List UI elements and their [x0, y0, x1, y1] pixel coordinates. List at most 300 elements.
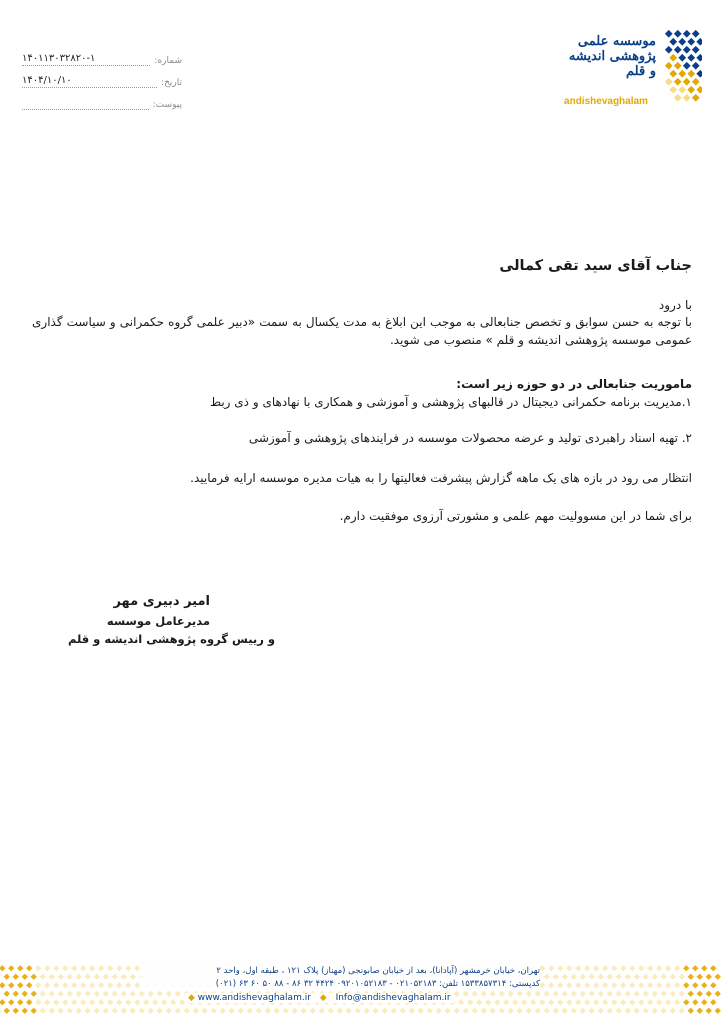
logo-diamond [696, 70, 702, 78]
footer-diamond [112, 991, 118, 997]
footer-diamond [98, 982, 104, 988]
footer-diamond [44, 965, 50, 971]
footer-diamond [710, 982, 716, 988]
footer-diamond [116, 965, 122, 971]
footer-diamond [98, 965, 104, 971]
footer-diamond [715, 974, 721, 980]
footer-diamond [4, 1008, 10, 1014]
date-value: ۱۴۰۴/۱۰/۱۰ [22, 75, 157, 88]
footer-diamond [17, 999, 23, 1005]
footer-diamond [634, 974, 640, 980]
footer-diamond [589, 1008, 595, 1014]
footer-diamond [202, 1008, 208, 1014]
footer-diamond [49, 1008, 55, 1014]
footer-diamond [494, 999, 500, 1005]
footer-diamond [571, 974, 577, 980]
footer-diamond [544, 991, 550, 997]
footer-diamond [544, 974, 550, 980]
footer-diamond [616, 974, 622, 980]
footer-diamond [602, 982, 608, 988]
footer-diamond [364, 1008, 370, 1014]
logo-subtitle: andishevaghalam [564, 96, 648, 107]
footer-diamond [157, 1008, 163, 1014]
footer-diamond [589, 991, 595, 997]
footer-diamond [436, 1008, 442, 1014]
footer-diamond [611, 982, 617, 988]
footer-diamond [647, 982, 653, 988]
footer-diamond [89, 982, 95, 988]
footer-diamond [598, 974, 604, 980]
logo-diamond [665, 62, 673, 70]
logo-diamond [683, 62, 691, 70]
footer-diamond [256, 1008, 262, 1014]
footer-diamond [247, 1008, 253, 1014]
footer-diamond [566, 965, 572, 971]
footer-diamond [175, 1008, 181, 1014]
footer-diamond [481, 1008, 487, 1014]
footer-diamond [688, 974, 694, 980]
footer-diamond [557, 982, 563, 988]
footer-diamond [661, 991, 667, 997]
logo-diamond [678, 86, 686, 94]
footer-diamond [94, 1008, 100, 1014]
logo-diamond [674, 46, 682, 54]
footer-diamond [454, 991, 460, 997]
footer-diamond [125, 999, 131, 1005]
footer-diamond [553, 1008, 559, 1014]
footer-diamond [8, 999, 14, 1005]
logo-diamond [687, 54, 695, 62]
footer-diamond [211, 1008, 217, 1014]
footer-diamond [103, 1008, 109, 1014]
footer-diamond [139, 1008, 145, 1014]
footer-diamond [526, 991, 532, 997]
footer-diamond [692, 965, 698, 971]
date-label: تاریخ: [161, 78, 182, 88]
footer-diamond [548, 999, 554, 1005]
footer-diamond [71, 999, 77, 1005]
footer-diamond [94, 974, 100, 980]
footer-diamond [22, 991, 28, 997]
footer-diamond [584, 982, 590, 988]
footer-diamond [238, 1008, 244, 1014]
footer-diamond [485, 999, 491, 1005]
footer-diamond [67, 1008, 73, 1014]
footer-diamond [22, 974, 28, 980]
footer-diamond [575, 965, 581, 971]
footer-diamond [458, 999, 464, 1005]
logo-diamond [692, 30, 700, 38]
signatory-name: امیر دبیری مهر [113, 594, 210, 609]
footer-diamond [103, 991, 109, 997]
footer-contact: کدپستی: ۱۵۳۳۸۵۷۳۱۴ تلفن: ۰۲۱۰۵۲۱۸۳ - ۰۹۲۰۱۰۵۲۱۸۳ ۴۴۲۴ ۳۲ ۸۶ - ۸۸ ۵۰ ۶۰ ۶۳ (۰۲۱) [215, 979, 540, 989]
footer-diamond [148, 1008, 154, 1014]
footer-diamond [629, 965, 635, 971]
footer-diamond [611, 965, 617, 971]
footer-diamond [139, 991, 145, 997]
footer-diamond [80, 965, 86, 971]
footer-diamond [647, 999, 653, 1005]
footer-diamond [665, 982, 671, 988]
logo-diamond [665, 78, 673, 86]
footer-diamond [301, 1008, 307, 1014]
footer-diamond [0, 965, 5, 971]
footer-diamond [607, 991, 613, 997]
footer-diamond [53, 965, 59, 971]
attachment-row [22, 88, 182, 110]
footer-diamond [134, 999, 140, 1005]
footer-diamond [692, 982, 698, 988]
footer-diamond [49, 991, 55, 997]
footer-diamond [4, 974, 10, 980]
footer-diamond [292, 1008, 298, 1014]
footer-diamond [58, 1008, 64, 1014]
date-row [22, 66, 182, 88]
footer-diamond [535, 1008, 541, 1014]
number-row [22, 44, 182, 66]
footer-diamond [418, 1008, 424, 1014]
footer-diamond [44, 982, 50, 988]
logo-diamond [678, 70, 686, 78]
footer-diamond [706, 974, 712, 980]
logo-diamond [687, 70, 695, 78]
signatory-title-2: و رییس گروه پژوهشی اندیشه و قلم [67, 632, 275, 646]
footer-diamond [697, 974, 703, 980]
footer-diamond [611, 999, 617, 1005]
footer-diamond [22, 1008, 28, 1014]
footer-diamond [715, 991, 721, 997]
footer-diamond [674, 965, 680, 971]
footer-diamond [130, 991, 136, 997]
footer-diamond [562, 1008, 568, 1014]
mission-heading: ماموریت جنابعالی در دو حوزه زیر است: [456, 377, 692, 391]
footer-diamond [575, 999, 581, 1005]
footer-diamond [35, 999, 41, 1005]
footer-diamond [562, 991, 568, 997]
footer-diamond [517, 991, 523, 997]
footer-diamond [112, 974, 118, 980]
footer-diamond [17, 982, 23, 988]
footer-diamond [26, 999, 32, 1005]
footer-diamond [539, 965, 545, 971]
footer-diamond [566, 982, 572, 988]
footer-diamond [634, 1008, 640, 1014]
footer-diamond [382, 1008, 388, 1014]
footer-diamond [98, 999, 104, 1005]
footer-diamond [530, 999, 536, 1005]
footer-diamond [490, 991, 496, 997]
footer-diamond [638, 999, 644, 1005]
logo-diamond [669, 54, 677, 62]
logo-diamond [692, 94, 700, 102]
footer-diamond [697, 1008, 703, 1014]
footer-diamond [670, 991, 676, 997]
paragraph-expectation: انتظار می رود در بازه های یک ماهه گزارش پیشرفت فعالیتها را به هیات مدیره موسسه ارایه فرمایید. [190, 471, 692, 485]
footer-diamond [35, 982, 41, 988]
footer-links [185, 993, 454, 1003]
footer-diamond [125, 982, 131, 988]
footer-diamond [665, 965, 671, 971]
footer-diamond [580, 1008, 586, 1014]
footer-diamond [499, 991, 505, 997]
footer-diamond [337, 1008, 343, 1014]
logo-diamond [665, 30, 673, 38]
logo-calligraphy: موسسه علمی پژوهشی اندیشه و قلم [568, 34, 656, 79]
footer-diamond [121, 991, 127, 997]
footer-diamond [26, 982, 32, 988]
footer-diamond [481, 991, 487, 997]
footer-diamond [476, 999, 482, 1005]
footer-diamond [161, 999, 167, 1005]
footer-diamond [220, 1008, 226, 1014]
footer-diamond [674, 999, 680, 1005]
footer-diamond [80, 999, 86, 1005]
logo-diamond [687, 38, 695, 46]
footer-diamond [589, 974, 595, 980]
footer-diamond [40, 1008, 46, 1014]
footer-diamond [170, 999, 176, 1005]
footer-diamond [598, 991, 604, 997]
footer-diamond [85, 1008, 91, 1014]
footer-diamond [548, 982, 554, 988]
footer-diamond [566, 999, 572, 1005]
footer-diamond [463, 991, 469, 997]
footer-diamond [580, 974, 586, 980]
footer-address: تهران، خیابان خرمشهر (آپادانا)، بعد از خیابان صابونجی (مهناز) پلاک ۱۲۱ ، طبقه اول، واحد ۲ [216, 966, 540, 976]
number-value: ۱۴۰۱۱۳۰۳۲۸۲۰-۱ [22, 53, 150, 66]
footer-diamond [8, 965, 14, 971]
footer-diamond [76, 974, 82, 980]
footer-diamond [355, 1008, 361, 1014]
logo-diamond [669, 70, 677, 78]
footer-diamond [665, 999, 671, 1005]
footer-diamond [607, 974, 613, 980]
footer-diamond [427, 1008, 433, 1014]
footer-diamond [116, 999, 122, 1005]
footer-diamond [629, 982, 635, 988]
footer-diamond [575, 982, 581, 988]
footer-diamond [602, 965, 608, 971]
footer-address-block [140, 965, 540, 991]
footer-diamond [683, 999, 689, 1005]
footer-diamond [634, 991, 640, 997]
footer-diamond [652, 991, 658, 997]
footer-diamond [571, 991, 577, 997]
footer-diamond [553, 974, 559, 980]
footer-diamond [130, 974, 136, 980]
footer-diamond [562, 974, 568, 980]
website-icon: ◆ [188, 993, 195, 1003]
footer-diamond [76, 991, 82, 997]
footer-diamond [553, 991, 559, 997]
footer-diamond [692, 999, 698, 1005]
footer-diamond [400, 1008, 406, 1014]
footer-diamond [625, 974, 631, 980]
footer-diamond [391, 1008, 397, 1014]
footer-diamond [62, 965, 68, 971]
logo-mark-icon [662, 28, 702, 104]
footer-diamond [85, 991, 91, 997]
footer-diamond [544, 1008, 550, 1014]
footer-diamond [157, 991, 163, 997]
recipient: جناب آقای سید تقی کمالی [499, 258, 692, 274]
footer-diamond [679, 991, 685, 997]
footer-diamond [706, 1008, 712, 1014]
footer-diamond [598, 1008, 604, 1014]
footer-diamond [508, 1008, 514, 1014]
footer-diamond [539, 982, 545, 988]
footer-diamond [701, 965, 707, 971]
footer-diamond [107, 965, 113, 971]
footer-diamond [643, 974, 649, 980]
footer-diamond [310, 1008, 316, 1014]
footer-diamond [679, 974, 685, 980]
logo-diamond [696, 54, 702, 62]
footer-diamond [688, 991, 694, 997]
footer-diamond [656, 999, 662, 1005]
footer-diamond [521, 999, 527, 1005]
footer-diamond [688, 1008, 694, 1014]
footer-diamond [467, 999, 473, 1005]
footer-diamond [620, 999, 626, 1005]
logo-diamond [678, 38, 686, 46]
footer-diamond [89, 999, 95, 1005]
footer-diamond [175, 991, 181, 997]
footer-diamond [557, 965, 563, 971]
number-label: شماره: [154, 56, 182, 66]
logo [552, 28, 702, 110]
footer-diamond [643, 1008, 649, 1014]
footer-diamond [620, 965, 626, 971]
footer-diamond [71, 965, 77, 971]
footer-diamond [229, 1008, 235, 1014]
footer-diamond [625, 991, 631, 997]
footer-diamond [701, 982, 707, 988]
footer-diamond [13, 1008, 19, 1014]
footer-diamond [107, 982, 113, 988]
logo-diamond [674, 78, 682, 86]
footer-diamond [40, 974, 46, 980]
footer-diamond [710, 965, 716, 971]
footer-diamond [89, 965, 95, 971]
footer-diamond [656, 982, 662, 988]
logo-diamond [683, 94, 691, 102]
footer-diamond [571, 1008, 577, 1014]
logo-diamond [674, 30, 682, 38]
footer-diamond [125, 965, 131, 971]
footer-diamond [62, 982, 68, 988]
footer-diamond [593, 965, 599, 971]
footer-diamond [638, 982, 644, 988]
footer-diamond [94, 991, 100, 997]
signatory-title-1: مدیرعامل موسسه [106, 614, 210, 628]
footer-diamond [31, 1008, 37, 1014]
footer-diamond [706, 991, 712, 997]
footer-diamond [130, 1008, 136, 1014]
footer-diamond [193, 1008, 199, 1014]
footer-diamond [679, 1008, 685, 1014]
logo-diamond [674, 62, 682, 70]
footer-diamond [512, 999, 518, 1005]
footer-diamond [103, 974, 109, 980]
paragraph-appointment: با توجه به حسن سوابق و تخصص جنابعالی به موجب این ابلاغ به مدت یکسال به سمت «دبیر علمی گروه حکمرانی و سیاست گذاری عمومی موسسه پژوهشی اندیشه و قلم » منصوب می شوید. [32, 315, 692, 347]
letter-meta [22, 44, 182, 110]
footer-diamond [526, 1008, 532, 1014]
footer-diamond [0, 982, 5, 988]
footer-diamond [62, 999, 68, 1005]
footer-diamond [67, 991, 73, 997]
footer-diamond [697, 991, 703, 997]
footer-diamond [346, 1008, 352, 1014]
footer-diamond [80, 982, 86, 988]
footer-diamond [625, 1008, 631, 1014]
footer-diamond [152, 999, 158, 1005]
footer-diamond [121, 1008, 127, 1014]
footer-diamond [656, 965, 662, 971]
footer-diamond [121, 974, 127, 980]
footer-diamond [535, 991, 541, 997]
footer-diamond [638, 965, 644, 971]
greeting: با درود [658, 298, 692, 312]
footer-diamond [184, 1008, 190, 1014]
footer-diamond [85, 974, 91, 980]
footer-diamond [607, 1008, 613, 1014]
footer-diamond [472, 1008, 478, 1014]
footer-diamond [647, 965, 653, 971]
footer-website[interactable]: www.andishevaghalam.ir [197, 993, 311, 1003]
footer-email[interactable]: Info@andishevaghalam.ir [335, 993, 451, 1003]
logo-diamond [683, 78, 691, 86]
footer-diamond [166, 1008, 172, 1014]
footer-diamond [58, 991, 64, 997]
footer-diamond [265, 1008, 271, 1014]
footer-diamond [616, 991, 622, 997]
footer-diamond [503, 999, 509, 1005]
logo-diamond [683, 30, 691, 38]
footer-diamond [71, 982, 77, 988]
footer-diamond [472, 991, 478, 997]
footer-diamond [35, 965, 41, 971]
footer-diamond [674, 982, 680, 988]
footer-diamond [683, 982, 689, 988]
footer-diamond [0, 999, 5, 1005]
footer-diamond [67, 974, 73, 980]
footer-diamond [661, 974, 667, 980]
footer-diamond [499, 1008, 505, 1014]
footer-diamond [629, 999, 635, 1005]
email-icon: ◆ [319, 993, 327, 1003]
footer-diamond [373, 1008, 379, 1014]
footer-diamond [652, 1008, 658, 1014]
logo-diamond [692, 62, 700, 70]
footer-diamond [166, 991, 172, 997]
footer-diamond [454, 1008, 460, 1014]
footer-diamond [548, 965, 554, 971]
footer-diamond [40, 991, 46, 997]
footer-diamond [593, 982, 599, 988]
footer-diamond [602, 999, 608, 1005]
footer-diamond [116, 982, 122, 988]
footer-diamond [49, 974, 55, 980]
mission-item-2: ۲. تهیه اسناد راهبردی تولید و عرضه محصولات موسسه در فرایندهای پژوهشی و آموزشی [248, 431, 692, 445]
footer-diamond [283, 1008, 289, 1014]
footer-diamond [539, 999, 545, 1005]
footer-diamond [580, 991, 586, 997]
footer-diamond [31, 974, 37, 980]
footer-diamond [584, 999, 590, 1005]
footer-diamond [13, 974, 19, 980]
footer-diamond [701, 999, 707, 1005]
